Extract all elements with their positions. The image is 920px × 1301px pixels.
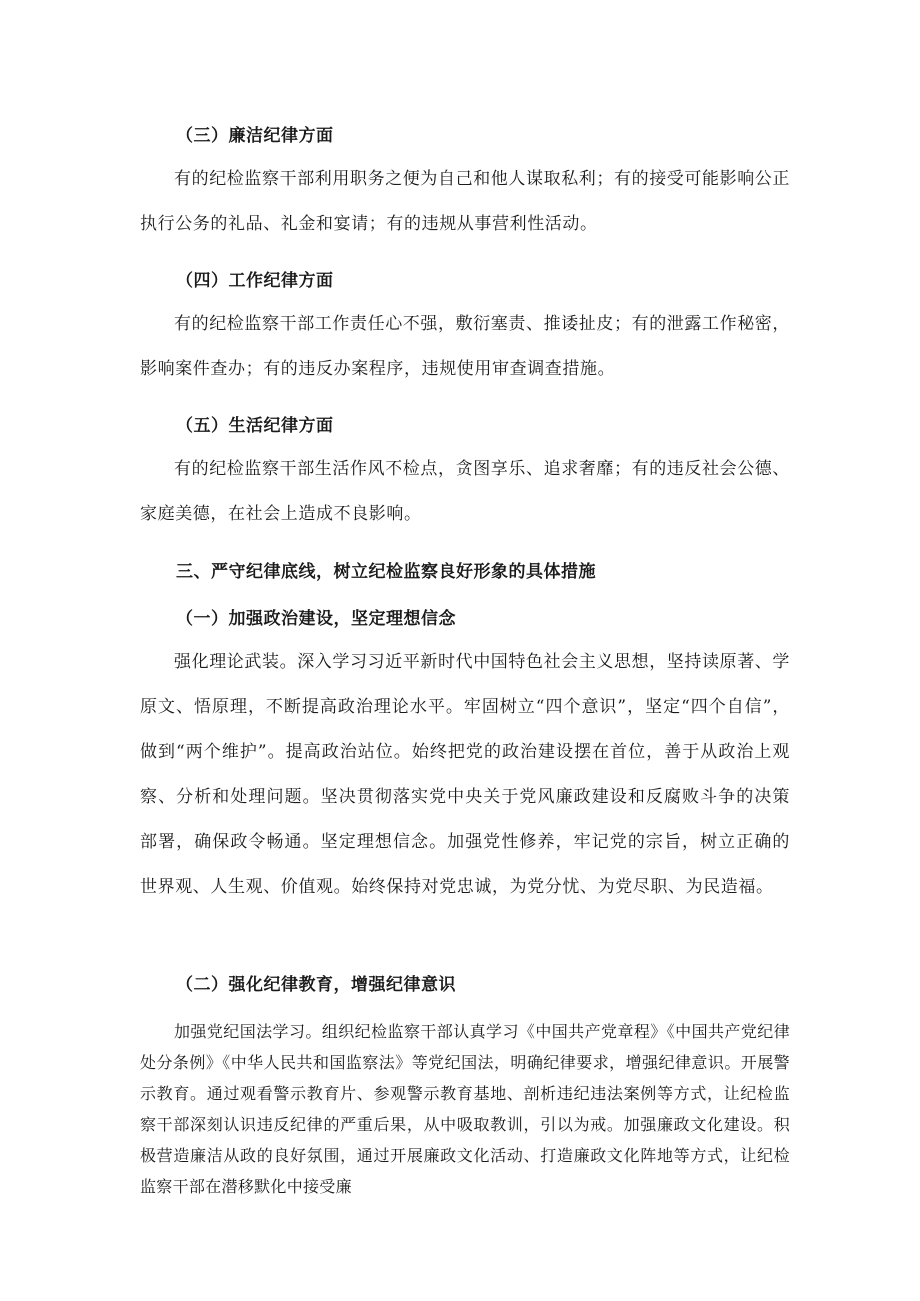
subsection-body-1: 强化理论武装。深入学习习近平新时代中国特色社会主义思想，坚持读原著、学原文、悟原理，不断提高政治理论水平。牢固树立“四个意识”，坚定“四个自信”，做到“两个维护”。提高政治站位。始终把党的政治建设摆在首位，善于从政治上观察、分析和处理问题。坚决贯彻落实党中央关于党风廉政建设和反腐败斗争的决策部署，确保政令畅通。坚定理想信念。加强党性修养，牢记党的宗旨，树立正确的世界观、人生观、价值观。始终保持对党忠诚，为党分忧、为党尽职、为民造福。 [140, 652, 790, 897]
section-body-4: 有的纪检监察干部工作责任心不强，敷衍塞责、推诿扯皮；有的泄露工作秘密，影响案件查办；有的违反办案程序，违规使用审查调查措施。 [140, 314, 790, 379]
section-heading-3: （三）廉洁纪律方面 [176, 126, 334, 146]
section-heading-4: （四）工作纪律方面 [176, 271, 334, 291]
subsection-heading-2: （二）强化纪律教育，增强纪律意识 [176, 975, 456, 995]
section-body-3: 有的纪检监察干部利用职务之便为自己和他人谋取私利；有的接受可能影响公正执行公务的礼品、礼金和宴请；有的违规从事营利性活动。 [140, 169, 790, 234]
part-heading-3: 三、严守纪律底线，树立纪检监察良好形象的具体措施 [176, 562, 596, 582]
subsection-heading-1: （一）加强政治建设，坚定理想信念 [176, 609, 456, 629]
section-heading-5: （五）生活纪律方面 [176, 416, 334, 436]
section-body-5: 有的纪检监察干部生活作风不检点，贪图享乐、追求奢靡；有的违反社会公德、家庭美德，在社会上造成不良影响。 [140, 459, 790, 524]
subsection-body-2: 加强党纪国法学习。组织纪检监察干部认真学习《中国共产党章程》《中国共产党纪律处分条例》《中华人民共和国监察法》等党纪国法，明确纪律要求，增强纪律意识。开展警示教育。通过观看警示教育片、参观警示教育基地、剖析违纪违法案例等方式，让纪检监察干部深刻认识违反纪律的严重后果，从中吸取教训，引以为戒。加强廉政文化建设。积极营造廉洁从政的良好氛围，通过开展廉政文化活动、打造廉政文化阵地等方式，让纪检监察干部在潜移默化中接受廉 [140, 1022, 790, 1196]
